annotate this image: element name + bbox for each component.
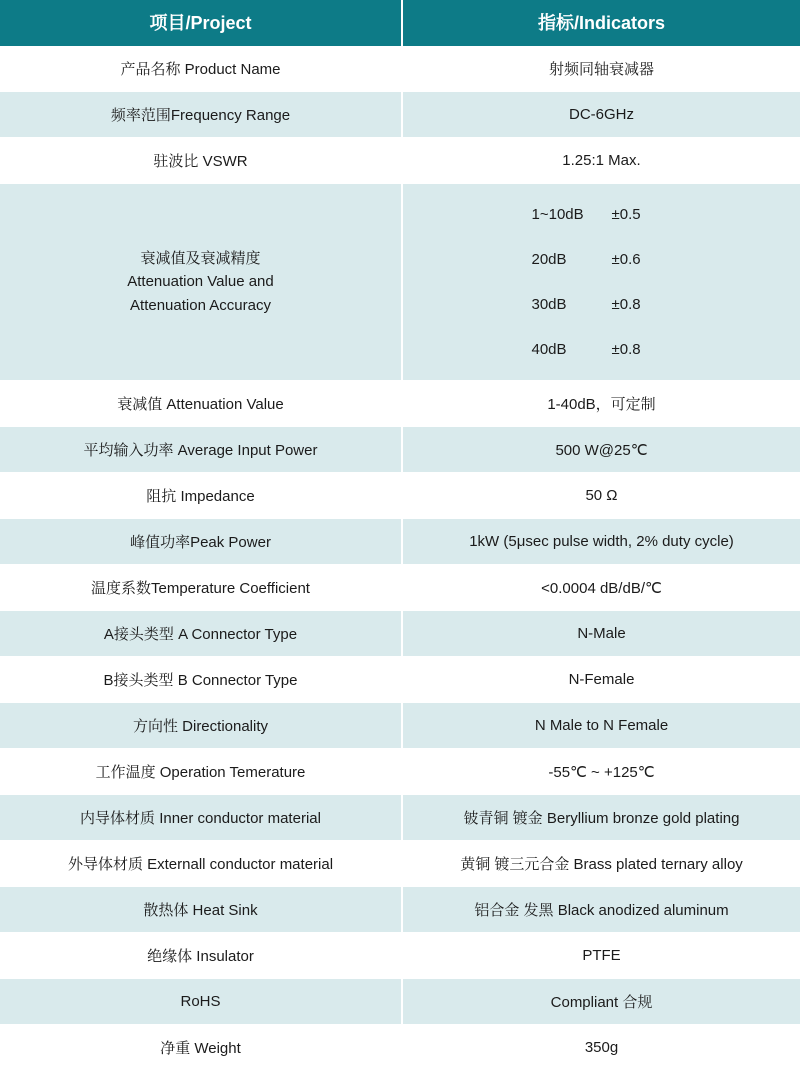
attenuation-range: 30dB [531, 296, 567, 313]
attenuation-item [409, 237, 794, 282]
atten-label-line-3: Attenuation Accuracy [130, 296, 271, 314]
row-value: -55℃ ~ +125℃ [402, 749, 800, 795]
row-item-label: 阻抗 Impedance [0, 473, 402, 519]
row-value: N-Female [402, 657, 800, 703]
row-item-label: 净重 Weight [0, 1025, 402, 1071]
row-value: DC-6GHz [402, 92, 800, 138]
row-value: 铝合金 发黑 Black anodized aluminum [402, 887, 800, 933]
table-row [0, 979, 800, 1025]
attenuation-item [409, 282, 794, 327]
table-row [0, 473, 800, 519]
table-row [0, 138, 800, 184]
row-value: 黄铜 镀三元合金 Brass plated ternary alloy [402, 841, 800, 887]
table-row [0, 46, 800, 92]
table-row [0, 795, 800, 841]
table-row [0, 381, 800, 427]
table-row [0, 427, 800, 473]
row-value-attenuation [402, 184, 800, 381]
row-item-label: 峰值功率Peak Power [0, 519, 402, 565]
row-item-label: 工作温度 Operation Temerature [0, 749, 402, 795]
attenuation-accuracy: ±0.8 [611, 296, 641, 313]
row-item-label: B接头类型 B Connector Type [0, 657, 402, 703]
attenuation-range: 1~10dB [531, 206, 584, 223]
attenuation-item [409, 327, 794, 372]
row-item-label: 产品名称 Product Name [0, 46, 402, 92]
table-row [0, 933, 800, 979]
row-item-label: 衰减值 Attenuation Value [0, 381, 402, 427]
row-value: 1-40dB，可定制 [402, 381, 800, 427]
row-item-label: A接头类型 A Connector Type [0, 611, 402, 657]
row-value: 1kW (5μsec pulse width, 2% duty cycle) [402, 519, 800, 565]
row-value: 铍青铜 镀金 Beryllium bronze gold plating [402, 795, 800, 841]
row-value: Compliant 合规 [402, 979, 800, 1025]
attenuation-range: 20dB [531, 251, 567, 268]
table-row [0, 841, 800, 887]
table-row-attenuation [0, 184, 800, 381]
table-row [0, 887, 800, 933]
table-header [0, 0, 800, 46]
attenuation-accuracy: ±0.6 [611, 251, 641, 268]
header-cell-indicators: 指标/Indicators [402, 0, 800, 46]
row-value: <0.0004 dB/dB/℃ [402, 565, 800, 611]
row-item-label: 频率范围Frequency Range [0, 92, 402, 138]
table-header-row [0, 0, 800, 46]
row-value: 1.25:1 Max. [402, 138, 800, 184]
atten-label-line-1: 衰减值及衰减精度 [140, 250, 261, 268]
row-value: 50 Ω [402, 473, 800, 519]
row-item-label: 平均输入功率 Average Input Power [0, 427, 402, 473]
row-value: 350g [402, 1025, 800, 1071]
row-item-label: 方向性 Directionality [0, 703, 402, 749]
table-row [0, 519, 800, 565]
header-cell-project: 项目/Project [0, 0, 402, 46]
table-body [0, 46, 800, 1071]
table-row [0, 657, 800, 703]
row-item-label: RoHS [0, 979, 402, 1025]
row-value: 射频同轴衰减器 [402, 46, 800, 92]
row-item-label: 外导体材质 Externall conductor material [0, 841, 402, 887]
row-value: PTFE [402, 933, 800, 979]
row-item-label: 内导体材质 Inner conductor material [0, 795, 402, 841]
table-row [0, 749, 800, 795]
row-item-label: 温度系数Temperature Coefficient [0, 565, 402, 611]
row-item-label: 驻波比 VSWR [0, 138, 402, 184]
row-item-label-attenuation [0, 184, 402, 381]
table-row [0, 611, 800, 657]
table-row [0, 703, 800, 749]
table-row [0, 565, 800, 611]
table-row [0, 92, 800, 138]
row-item-label: 散热体 Heat Sink [0, 887, 402, 933]
row-item-label: 绝缘体 Insulator [0, 933, 402, 979]
attenuation-list [409, 184, 794, 380]
attenuation-accuracy: ±0.8 [611, 341, 641, 358]
row-value: 500 W@25℃ [402, 427, 800, 473]
attenuation-accuracy: ±0.5 [611, 206, 641, 223]
row-value: N Male to N Female [402, 703, 800, 749]
atten-label-line-2: Attenuation Value and [127, 273, 274, 291]
attenuation-range: 40dB [531, 341, 567, 358]
attenuation-item [409, 192, 794, 237]
table-row [0, 1025, 800, 1071]
row-value: N-Male [402, 611, 800, 657]
